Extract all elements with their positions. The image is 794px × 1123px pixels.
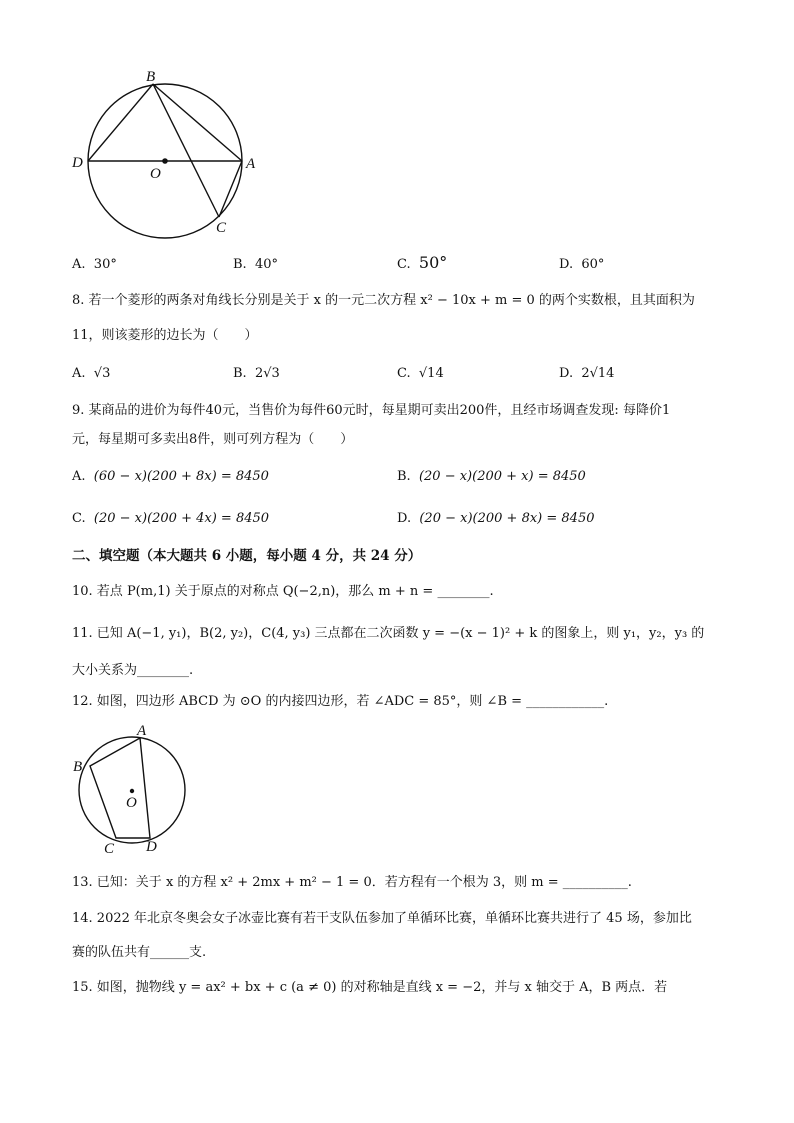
q9-option-b-text: (20 − x)(200 + x) = 8450 [418, 469, 586, 484]
q9-option-d-text: (20 − x)(200 + 8x) = 8450 [419, 511, 595, 526]
q7-label-B: B [146, 69, 156, 85]
q8-option-d-text: 2√14 [581, 366, 615, 381]
q12-quadrilateral [90, 738, 150, 838]
q7-circle-figure [66, 62, 266, 242]
q7-option-a-text: 30° [93, 257, 117, 272]
q11-line2: 大小关系为________. [72, 663, 194, 678]
q11-line1: 11. 已知 A(−1, y₁)，B(2, y₂)，C(4, y₃) 三点都在二次函数 y = −(x − 1)² + k 的图象上，则 y₁，y₂，y₃ 的 [72, 626, 705, 641]
q8-option-b-letter: B. [233, 366, 247, 381]
q12-label-C: C [104, 841, 115, 857]
q12-label-O: O [126, 795, 137, 811]
q14-line1: 14. 2022 年北京冬奥会女子冰壶比赛有若干支队伍参加了单循环比赛，单循环比赛共进行了 45 场，参加比 [72, 911, 692, 926]
q7-option-b-text: 40° [254, 257, 278, 272]
q7-option-c-text: 50° [418, 253, 448, 272]
q12-label-A: A [137, 723, 147, 739]
q8-option-b-text: 2√3 [254, 366, 280, 381]
q7-option-d-letter: D. [559, 257, 574, 272]
q9-option-c-letter: C. [72, 511, 86, 526]
q7-label-A: A [246, 156, 256, 172]
q14-line2: 赛的队伍共有______支. [72, 945, 207, 960]
q7-option-b-letter: B. [233, 257, 247, 272]
section-fill-in-title: 二、填空题（本大题共 6 小题，每小题 4 分，共 24 分） [72, 548, 422, 564]
q15-text: 15. 如图，抛物线 y = ax² + bx + c (a ≠ 0) 的对称轴是直线 x = −2，并与 x 轴交于 A，B 两点．若 [72, 980, 668, 995]
q9-line2: 元，每星期可多卖出8件，则可列方程为（ ） [72, 432, 354, 447]
q9-option-b-letter: B. [397, 469, 411, 484]
q7-option-a-letter: A. [72, 257, 86, 272]
q9-option-b [397, 468, 586, 486]
q7-label-O: O [150, 166, 161, 182]
q7-chord-CA [219, 161, 242, 217]
q8-option-c [397, 365, 444, 383]
q7-option-b [233, 256, 278, 274]
q9-option-c [72, 510, 269, 528]
q8-option-a-letter: A. [72, 366, 86, 381]
q8-line1: 8. 若一个菱形的两条对角线长分别是关于 x 的一元二次方程 x² − 10x + m = 0 的两个实数根，且其面积为 [72, 293, 695, 308]
q8-option-c-letter: C. [397, 366, 411, 381]
q9-option-a-letter: A. [72, 469, 86, 484]
q12-center-dot [130, 789, 134, 793]
q9-option-a-text: (60 − x)(200 + 8x) = 8450 [93, 469, 269, 484]
q7-option-d-text: 60° [581, 257, 605, 272]
q7-center-dot [162, 158, 168, 164]
q12-text: 12. 如图，四边形 ABCD 为 ⊙O 的内接四边形，若 ∠ADC = 85°，则 ∠B = ____________. [72, 694, 609, 709]
q8-option-a [72, 365, 110, 383]
q9-option-d-letter: D. [397, 511, 412, 526]
q9-option-d [397, 510, 595, 528]
q8-option-a-text: √3 [93, 366, 111, 381]
q8-line2: 11，则该菱形的边长为（ ） [72, 328, 258, 343]
q7-chord-BC [153, 84, 219, 217]
q8-option-c-text: √14 [418, 366, 444, 381]
q8-option-d-letter: D. [559, 366, 574, 381]
q7-chord-BA [153, 84, 242, 161]
q7-label-D: D [72, 155, 83, 171]
q12-label-B: B [73, 759, 83, 775]
q9-option-a [72, 468, 269, 486]
q7-option-a [72, 256, 117, 274]
q7-option-c-letter: C. [397, 257, 411, 272]
q12-label-D: D [146, 839, 157, 855]
q12-circle-figure [68, 720, 198, 860]
q13-text: 13. 已知：关于 x 的方程 x² + 2mx + m² − 1 = 0．若方程有一个根为 3，则 m = __________. [72, 875, 632, 890]
q9-line1: 9. 某商品的进价为每件40元，当售价为每件60元时，每星期可卖出200件，且经市场调查发现: 每降价1 [72, 403, 671, 418]
q10-text: 10. 若点 P(m,1) 关于原点的对称点 Q(−2,n)，那么 m + n = ________. [72, 584, 494, 599]
q8-option-b [233, 365, 280, 383]
q7-option-d [559, 256, 604, 274]
q7-label-C: C [216, 220, 227, 236]
q7-option-c [397, 254, 447, 274]
q8-option-d [559, 365, 614, 383]
q9-option-c-text: (20 − x)(200 + 4x) = 8450 [93, 511, 270, 526]
